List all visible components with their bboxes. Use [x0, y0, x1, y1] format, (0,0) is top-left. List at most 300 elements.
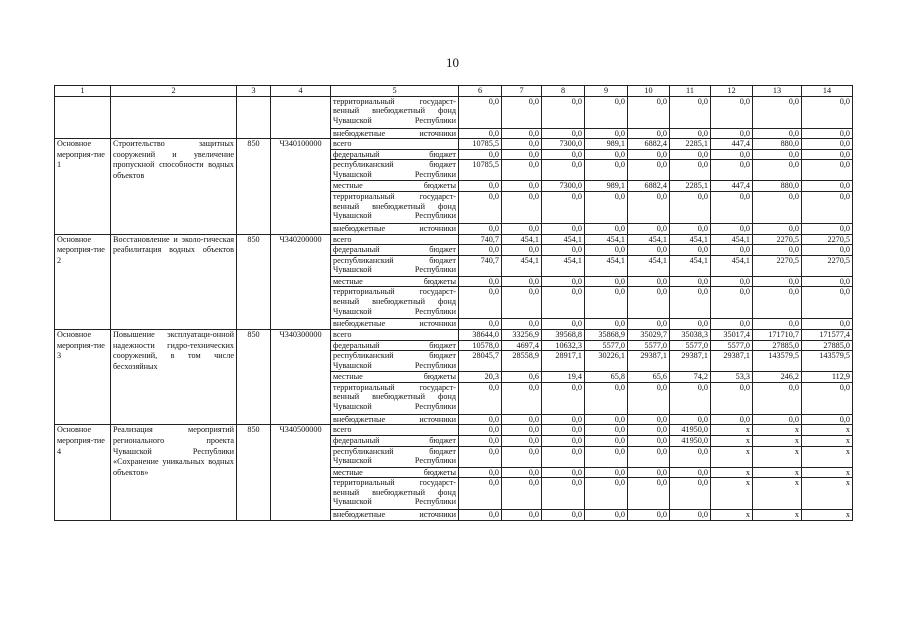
value-cell: 29387,1 — [670, 351, 711, 372]
value-cell: x — [711, 425, 753, 436]
value-cell: 0,0 — [459, 435, 502, 446]
value-cell: 0,0 — [802, 128, 853, 139]
value-cell: 0,0 — [670, 160, 711, 181]
value-cell: 0,0 — [542, 160, 585, 181]
funding-source: федеральный бюджет — [331, 245, 459, 256]
value-cell: 454,1 — [711, 234, 753, 245]
value-cell: 0,0 — [670, 96, 711, 128]
value-cell: 0,0 — [753, 128, 802, 139]
value-cell: 0,0 — [670, 128, 711, 139]
value-cell: 0,0 — [802, 276, 853, 287]
value-cell: 0,0 — [753, 223, 802, 234]
value-cell: 5577,0 — [585, 340, 628, 351]
table-body — [55, 86, 853, 521]
value-cell: 0,0 — [628, 319, 670, 330]
table-row — [55, 96, 853, 128]
value-cell: 0,0 — [502, 149, 542, 160]
value-cell: 0,0 — [711, 223, 753, 234]
value-cell: 35038,3 — [670, 329, 711, 340]
value-cell: 0,0 — [585, 245, 628, 256]
value-cell: 0,0 — [542, 435, 585, 446]
value-cell: 454,1 — [542, 255, 585, 276]
value-cell: x — [753, 478, 802, 510]
value-cell: 0,0 — [628, 160, 670, 181]
value-cell: x — [711, 467, 753, 478]
value-cell: 0,0 — [459, 276, 502, 287]
value-cell: 112,9 — [802, 372, 853, 383]
value-cell: 0,0 — [542, 276, 585, 287]
value-cell: 0,0 — [628, 276, 670, 287]
value-cell: 0,0 — [628, 446, 670, 467]
measure-grbs: 850 — [237, 425, 271, 520]
value-cell: 0,0 — [711, 160, 753, 181]
value-cell: 0,0 — [585, 276, 628, 287]
value-cell: 0,0 — [542, 245, 585, 256]
value-cell: 35029,7 — [628, 329, 670, 340]
funding-source: федеральный бюджет — [331, 340, 459, 351]
value-cell: 35017,4 — [711, 329, 753, 340]
value-cell: 0,0 — [585, 467, 628, 478]
measure-title: Восстановление и эколо-гическая реабилитация водных объектов — [111, 234, 237, 329]
value-cell: 4697,4 — [502, 340, 542, 351]
value-cell: 29387,1 — [711, 351, 753, 372]
value-cell: 0,0 — [802, 149, 853, 160]
value-cell: 0,0 — [670, 414, 711, 425]
value-cell: 0,0 — [628, 128, 670, 139]
value-cell: 0,0 — [628, 287, 670, 319]
value-cell: 0,0 — [459, 287, 502, 319]
value-cell: 143579,5 — [802, 351, 853, 372]
column-number: 6 — [459, 86, 502, 97]
value-cell: 0,0 — [753, 96, 802, 128]
measure-label: Основное мероприя-тие 4 — [55, 425, 111, 520]
value-cell: 2270,5 — [802, 255, 853, 276]
value-cell: 0,0 — [753, 382, 802, 414]
value-cell: 6882,4 — [628, 139, 670, 150]
value-cell: 0,0 — [670, 478, 711, 510]
value-cell: 0,0 — [753, 287, 802, 319]
value-cell: 0,0 — [628, 96, 670, 128]
value-cell: 0,0 — [711, 128, 753, 139]
value-cell: 29387,1 — [628, 351, 670, 372]
column-number: 13 — [753, 86, 802, 97]
funding-source: федеральный бюджет — [331, 149, 459, 160]
value-cell: x — [711, 510, 753, 521]
column-number: 12 — [711, 86, 753, 97]
value-cell: 39568,8 — [542, 329, 585, 340]
value-cell: 0,0 — [542, 319, 585, 330]
value-cell: 0,0 — [670, 319, 711, 330]
value-cell: 0,0 — [459, 478, 502, 510]
table-row — [55, 329, 853, 340]
funding-source: территориальный государст-венный внебюджетный фонд Чувашской Республики — [331, 478, 459, 510]
value-cell: 0,0 — [502, 128, 542, 139]
value-cell: 0,0 — [802, 181, 853, 192]
value-cell: 74,2 — [670, 372, 711, 383]
funding-source: территориальный государст-венный внебюджетный фонд Чувашской Республики — [331, 287, 459, 319]
value-cell: x — [753, 446, 802, 467]
value-cell: 171710,7 — [753, 329, 802, 340]
value-cell: 0,0 — [542, 149, 585, 160]
value-cell: 0,0 — [585, 96, 628, 128]
value-cell: 2270,5 — [802, 234, 853, 245]
value-cell: 989,1 — [585, 181, 628, 192]
value-cell: 454,1 — [502, 234, 542, 245]
column-number: 2 — [111, 86, 237, 97]
value-cell: 28045,7 — [459, 351, 502, 372]
funding-source: республиканский бюджет Чувашской Республики — [331, 255, 459, 276]
measure-code: Ч340100000 — [271, 139, 331, 234]
value-cell: 0,0 — [753, 245, 802, 256]
value-cell: x — [753, 510, 802, 521]
value-cell: 28917,1 — [542, 351, 585, 372]
value-cell: 0,0 — [502, 478, 542, 510]
value-cell: 0,0 — [585, 446, 628, 467]
column-number: 3 — [237, 86, 271, 97]
value-cell: 454,1 — [585, 234, 628, 245]
measure-label: Основное мероприя-тие 2 — [55, 234, 111, 329]
value-cell: 53,3 — [711, 372, 753, 383]
value-cell: 0,0 — [711, 149, 753, 160]
value-cell: 740,7 — [459, 234, 502, 245]
value-cell: 0,0 — [502, 382, 542, 414]
value-cell: 0,0 — [753, 414, 802, 425]
value-cell: x — [711, 478, 753, 510]
funding-table — [54, 85, 853, 521]
value-cell: 0,0 — [628, 191, 670, 223]
value-cell: 0,0 — [502, 446, 542, 467]
funding-source: местные бюджеты — [331, 372, 459, 383]
value-cell: 0,0 — [753, 191, 802, 223]
value-cell: 0,0 — [459, 467, 502, 478]
value-cell: 0,0 — [542, 478, 585, 510]
funding-source: внебюджетные источники — [331, 510, 459, 521]
value-cell: 0,0 — [711, 414, 753, 425]
column-number: 14 — [802, 86, 853, 97]
value-cell: 0,0 — [585, 160, 628, 181]
funding-source: местные бюджеты — [331, 467, 459, 478]
value-cell: 0,0 — [542, 425, 585, 436]
funding-source: всего — [331, 425, 459, 436]
value-cell: 0,0 — [502, 191, 542, 223]
value-cell: 7300,0 — [542, 181, 585, 192]
value-cell: 0,0 — [670, 245, 711, 256]
measure-grbs: 850 — [237, 139, 271, 234]
value-cell: 35868,9 — [585, 329, 628, 340]
measure-grbs: 850 — [237, 329, 271, 424]
value-cell: x — [711, 446, 753, 467]
measure-title: Строительство защитных сооружений и увеличение пропускной способности водных объектов — [111, 139, 237, 234]
value-cell: 454,1 — [670, 255, 711, 276]
value-cell: 0,0 — [502, 510, 542, 521]
funding-source: внебюджетные источники — [331, 319, 459, 330]
value-cell: 143579,5 — [753, 351, 802, 372]
value-cell: 0,0 — [628, 223, 670, 234]
value-cell: 0,0 — [542, 96, 585, 128]
value-cell: 0,0 — [459, 128, 502, 139]
value-cell: 0,0 — [628, 425, 670, 436]
value-cell: 0,0 — [711, 191, 753, 223]
value-cell: x — [753, 435, 802, 446]
measure-title: Повышение эксплуатаци-онной надежности гидро-технических сооружений, в том числе бесхозяйных — [111, 329, 237, 424]
value-cell: 0,0 — [502, 467, 542, 478]
value-cell: 0,0 — [670, 276, 711, 287]
value-cell: 740,7 — [459, 255, 502, 276]
funding-source: всего — [331, 329, 459, 340]
value-cell: 0,0 — [802, 223, 853, 234]
value-cell: 0,0 — [502, 96, 542, 128]
value-cell: 0,0 — [802, 245, 853, 256]
value-cell: 0,0 — [802, 319, 853, 330]
value-cell: 0,0 — [670, 191, 711, 223]
value-cell: 30226,1 — [585, 351, 628, 372]
funding-source: территориальный государст-венный внебюджетный фонд Чувашской Республики — [331, 96, 459, 128]
value-cell: 0,0 — [459, 510, 502, 521]
value-cell: 0,0 — [753, 160, 802, 181]
value-cell: 454,1 — [670, 234, 711, 245]
value-cell: 0,0 — [502, 139, 542, 150]
value-cell: 0,0 — [542, 510, 585, 521]
value-cell: 0,0 — [542, 382, 585, 414]
funding-source: республиканский бюджет Чувашской Республики — [331, 160, 459, 181]
value-cell: 65,8 — [585, 372, 628, 383]
value-cell: 0,0 — [542, 287, 585, 319]
value-cell: 0,0 — [542, 191, 585, 223]
value-cell: 0,0 — [502, 414, 542, 425]
value-cell: 10785,5 — [459, 160, 502, 181]
value-cell: 0,0 — [670, 287, 711, 319]
value-cell: 10578,0 — [459, 340, 502, 351]
value-cell: 5577,0 — [628, 340, 670, 351]
value-cell: 0,0 — [542, 446, 585, 467]
value-cell: x — [711, 435, 753, 446]
value-cell: 5577,0 — [670, 340, 711, 351]
value-cell: 0,0 — [502, 223, 542, 234]
value-cell: 0,0 — [459, 245, 502, 256]
value-cell: 38644,0 — [459, 329, 502, 340]
value-cell: 0,0 — [802, 160, 853, 181]
value-cell: 0,0 — [711, 287, 753, 319]
funding-source: территориальный государст-венный внебюджетный фонд Чувашской Республики — [331, 191, 459, 223]
value-cell: 0,0 — [502, 276, 542, 287]
value-cell: 0,0 — [459, 96, 502, 128]
value-cell: 454,1 — [711, 255, 753, 276]
funding-source: внебюджетные источники — [331, 414, 459, 425]
value-cell: 0,0 — [711, 245, 753, 256]
value-cell: 0,0 — [628, 478, 670, 510]
value-cell: 989,1 — [585, 139, 628, 150]
value-cell: 0,0 — [585, 382, 628, 414]
funding-source: территориальный государст-венный внебюджетный фонд Чувашской Республики — [331, 382, 459, 414]
value-cell: 6882,4 — [628, 181, 670, 192]
value-cell: 0,0 — [802, 96, 853, 128]
measure-label: Основное мероприя-тие 1 — [55, 139, 111, 234]
value-cell: 33256,9 — [502, 329, 542, 340]
value-cell: 0,0 — [459, 319, 502, 330]
value-cell: 0,0 — [502, 245, 542, 256]
value-cell: 65,6 — [628, 372, 670, 383]
value-cell: 0,0 — [585, 223, 628, 234]
value-cell: 0,0 — [542, 414, 585, 425]
value-cell: 0,0 — [711, 319, 753, 330]
value-cell: 0,0 — [802, 287, 853, 319]
value-cell: 0,0 — [585, 478, 628, 510]
value-cell: 0,0 — [502, 435, 542, 446]
value-cell: 0,0 — [542, 467, 585, 478]
column-number: 5 — [331, 86, 459, 97]
table-row — [55, 234, 853, 245]
value-cell: 2270,5 — [753, 255, 802, 276]
value-cell: x — [753, 467, 802, 478]
value-cell: x — [802, 425, 853, 436]
value-cell: 2285,1 — [670, 139, 711, 150]
value-cell: 0,0 — [670, 382, 711, 414]
value-cell: 880,0 — [753, 139, 802, 150]
value-cell: x — [802, 510, 853, 521]
value-cell: 0,0 — [459, 414, 502, 425]
value-cell: 454,1 — [585, 255, 628, 276]
value-cell: 0,0 — [711, 382, 753, 414]
value-cell: 454,1 — [542, 234, 585, 245]
value-cell: 0,0 — [802, 139, 853, 150]
value-cell: 0,0 — [711, 276, 753, 287]
empty-cell — [111, 96, 237, 139]
value-cell: x — [802, 435, 853, 446]
value-cell: 0,0 — [459, 382, 502, 414]
value-cell: 0,0 — [585, 414, 628, 425]
value-cell: 27885,0 — [802, 340, 853, 351]
measure-label: Основное мероприя-тие 3 — [55, 329, 111, 424]
value-cell: 171577,4 — [802, 329, 853, 340]
value-cell: 0,0 — [502, 425, 542, 436]
empty-cell — [271, 96, 331, 139]
value-cell: 0,0 — [670, 467, 711, 478]
measure-title: Реализация мероприятий регионального проекта Чувашской Республики «Сохранение уникальных водных объектов» — [111, 425, 237, 520]
value-cell: 10785,5 — [459, 139, 502, 150]
value-cell: 0,0 — [459, 181, 502, 192]
value-cell: 0,0 — [459, 223, 502, 234]
value-cell: 0,0 — [542, 223, 585, 234]
column-number: 10 — [628, 86, 670, 97]
value-cell: 454,1 — [502, 255, 542, 276]
funding-source: внебюджетные источники — [331, 223, 459, 234]
value-cell: 0,0 — [670, 223, 711, 234]
value-cell: 0,0 — [711, 96, 753, 128]
value-cell: 27885,0 — [753, 340, 802, 351]
measure-code: Ч340500000 — [271, 425, 331, 520]
value-cell: 0,0 — [502, 319, 542, 330]
header-row — [55, 86, 853, 97]
value-cell: 0,0 — [628, 467, 670, 478]
funding-source: республиканский бюджет Чувашской Республики — [331, 446, 459, 467]
value-cell: 0,0 — [585, 191, 628, 223]
column-number: 9 — [585, 86, 628, 97]
value-cell: 0,0 — [628, 245, 670, 256]
funding-source: местные бюджеты — [331, 181, 459, 192]
value-cell: 0,0 — [753, 149, 802, 160]
value-cell: 880,0 — [753, 181, 802, 192]
value-cell: 0,0 — [585, 435, 628, 446]
value-cell: 0,0 — [459, 425, 502, 436]
value-cell: 246,2 — [753, 372, 802, 383]
value-cell: 0,0 — [459, 446, 502, 467]
value-cell: 454,1 — [628, 255, 670, 276]
value-cell: x — [802, 467, 853, 478]
value-cell: 0,0 — [585, 319, 628, 330]
column-number: 11 — [670, 86, 711, 97]
value-cell: 5577,0 — [711, 340, 753, 351]
value-cell: 0,0 — [670, 446, 711, 467]
value-cell: x — [802, 478, 853, 510]
value-cell: 0,0 — [753, 276, 802, 287]
funding-source: всего — [331, 139, 459, 150]
empty-cell — [55, 96, 111, 139]
funding-source: внебюджетные источники — [331, 128, 459, 139]
value-cell: 0,0 — [459, 191, 502, 223]
value-cell: 0,0 — [585, 425, 628, 436]
value-cell: 0,0 — [585, 510, 628, 521]
value-cell: 0,0 — [542, 128, 585, 139]
value-cell: 0,0 — [585, 128, 628, 139]
table-row — [55, 139, 853, 150]
empty-cell — [237, 96, 271, 139]
value-cell: 0,0 — [585, 149, 628, 160]
value-cell: 20,3 — [459, 372, 502, 383]
funding-source: всего — [331, 234, 459, 245]
value-cell: 0,0 — [753, 319, 802, 330]
column-number: 7 — [502, 86, 542, 97]
value-cell: 41950,0 — [670, 435, 711, 446]
value-cell: 2285,1 — [670, 181, 711, 192]
value-cell: 0,0 — [802, 414, 853, 425]
value-cell: 0,0 — [502, 287, 542, 319]
value-cell: 0,0 — [628, 414, 670, 425]
value-cell: 0,0 — [670, 510, 711, 521]
value-cell: 447,4 — [711, 181, 753, 192]
funding-source: местные бюджеты — [331, 276, 459, 287]
measure-code: Ч340200000 — [271, 234, 331, 329]
value-cell: 0,0 — [802, 191, 853, 223]
value-cell: 2270,5 — [753, 234, 802, 245]
value-cell: 41950,0 — [670, 425, 711, 436]
value-cell: 0,0 — [502, 181, 542, 192]
value-cell: 0,0 — [670, 149, 711, 160]
value-cell: 28558,9 — [502, 351, 542, 372]
value-cell: x — [802, 446, 853, 467]
value-cell: 19,4 — [542, 372, 585, 383]
value-cell: 0,0 — [628, 382, 670, 414]
value-cell: 0,0 — [502, 160, 542, 181]
value-cell: 10632,3 — [542, 340, 585, 351]
funding-source: республиканский бюджет Чувашской Республики — [331, 351, 459, 372]
value-cell: 454,1 — [628, 234, 670, 245]
value-cell: 0,0 — [628, 149, 670, 160]
column-number: 8 — [542, 86, 585, 97]
table-row — [55, 425, 853, 436]
value-cell: 0,6 — [502, 372, 542, 383]
measure-grbs: 850 — [237, 234, 271, 329]
column-number: 1 — [55, 86, 111, 97]
value-cell: x — [753, 425, 802, 436]
value-cell: 0,0 — [802, 382, 853, 414]
funding-source: федеральный бюджет — [331, 435, 459, 446]
page-number: 10 — [446, 55, 459, 70]
measure-code: Ч340300000 — [271, 329, 331, 424]
value-cell: 0,0 — [628, 435, 670, 446]
value-cell: 0,0 — [628, 510, 670, 521]
value-cell: 447,4 — [711, 139, 753, 150]
column-number: 4 — [271, 86, 331, 97]
